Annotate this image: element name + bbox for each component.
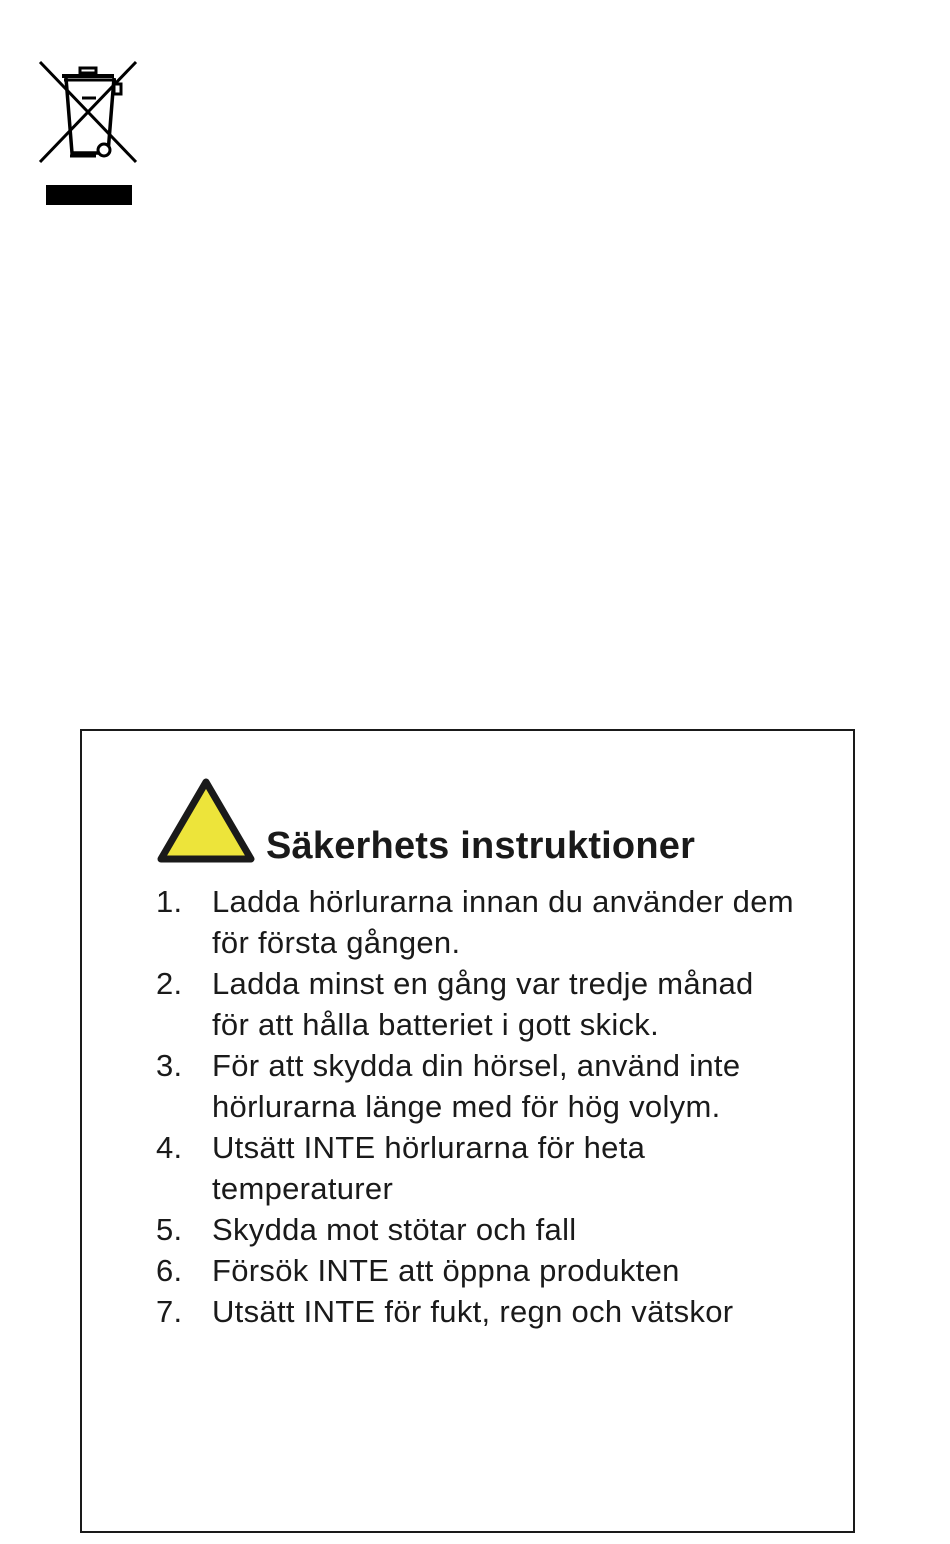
list-item-number: 6. — [156, 1253, 183, 1288]
list-item — [156, 963, 796, 1045]
list-item-number: 5. — [156, 1212, 183, 1247]
crossed-out-wheelie-bin-icon — [36, 58, 142, 183]
list-item-text: Utsätt INTE för fukt, regn och vätskor — [212, 1294, 734, 1329]
safety-instruction-list — [156, 881, 796, 1332]
list-item-number: 3. — [156, 1048, 183, 1083]
weee-underline-bar — [46, 185, 132, 205]
weee-symbol — [36, 58, 142, 208]
list-item-text: Ladda hörlurarna innan du använder dem för första gången. — [212, 884, 794, 960]
list-item-text: För att skydda din hörsel, använd inte hörlurarna länge med för hög volym. — [212, 1048, 741, 1124]
safety-title: Säkerhets instruktioner — [266, 825, 696, 867]
list-item-text: Ladda minst en gång var tredje månad för att hålla batteriet i gott skick. — [212, 966, 754, 1042]
list-item-number: 4. — [156, 1130, 183, 1165]
list-item — [156, 1045, 796, 1127]
safety-header — [156, 777, 836, 867]
list-item — [156, 881, 796, 963]
list-item-text: Utsätt INTE hörlurarna för heta temperaturer — [212, 1130, 646, 1206]
warning-triangle-icon — [156, 777, 256, 865]
list-item-number: 1. — [156, 884, 183, 919]
list-item-text: Försök INTE att öppna produkten — [212, 1253, 680, 1288]
list-item — [156, 1127, 796, 1209]
list-item — [156, 1291, 796, 1332]
list-item-number: 7. — [156, 1294, 183, 1329]
list-item — [156, 1250, 796, 1291]
list-item-text: Skydda mot stötar och fall — [212, 1212, 577, 1247]
safety-instructions-box — [80, 729, 855, 1533]
list-item — [156, 1209, 796, 1250]
list-item-number: 2. — [156, 966, 183, 1001]
